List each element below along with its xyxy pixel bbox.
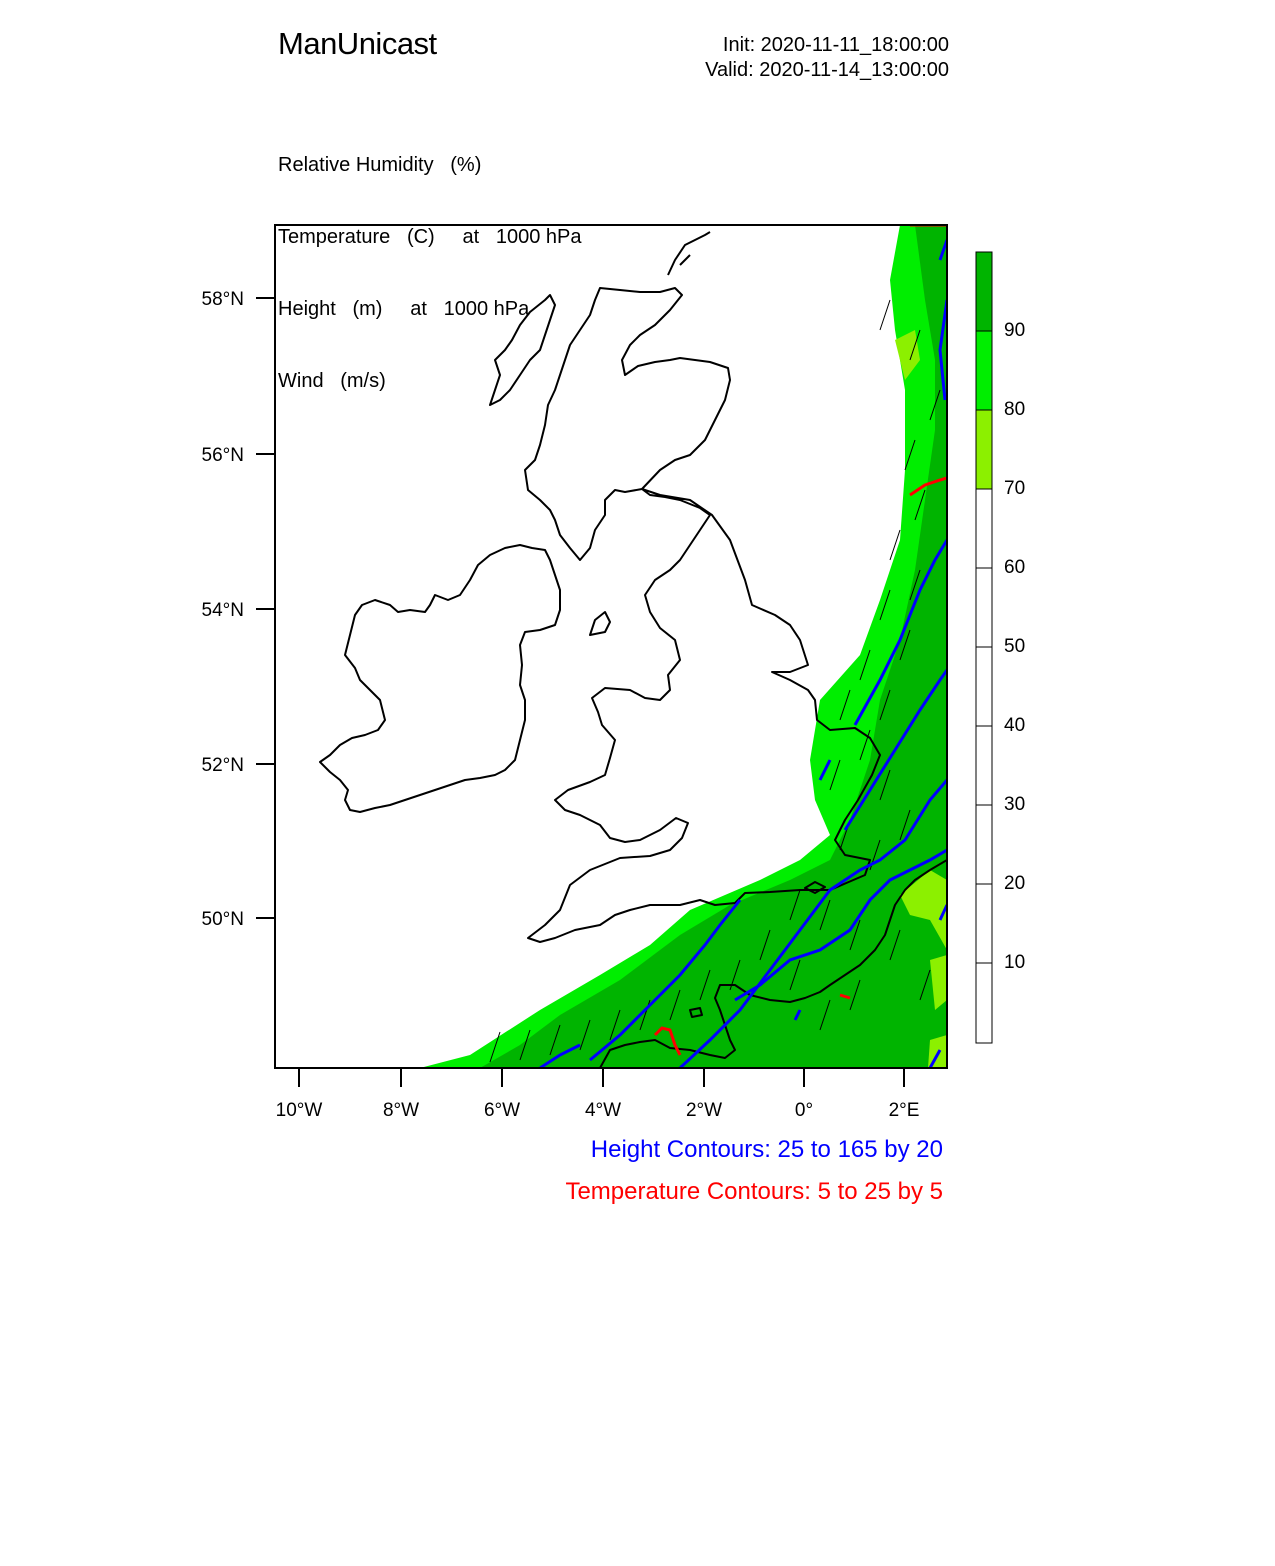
coastline-ireland [320, 545, 560, 812]
colorbar-label: 40 [1004, 715, 1026, 737]
humidity-shading [420, 225, 947, 1068]
lat-label: 58°N [201, 289, 244, 310]
colorbar-label: 80 [1004, 399, 1026, 421]
coastline-scotland [525, 288, 730, 560]
lon-label: 8°W [382, 1100, 420, 1121]
valid-time: Valid: 2020-11-14_13:00:00 [705, 59, 949, 81]
colorbar-label: 50 [1004, 636, 1026, 658]
colorbar-label: 30 [1004, 794, 1026, 816]
field-wind: Wind (m/s) [278, 370, 386, 392]
temperature-contours-note: Temperature Contours: 5 to 25 by 5 [565, 1178, 943, 1205]
colorbar-seg-above-90 [976, 252, 992, 331]
field-relative-humidity: Relative Humidity (%) [278, 154, 482, 176]
colorbar-label: 90 [1004, 320, 1026, 342]
colorbar-label: 70 [1004, 478, 1026, 500]
field-height: Height (m) at 1000 hPa [278, 298, 530, 320]
lon-label: 10°W [275, 1100, 323, 1121]
map-title: ManUnicast [278, 26, 437, 61]
lon-label: 2°E [888, 1100, 920, 1121]
colorbar-label: 20 [1004, 873, 1026, 895]
lon-label: 6°W [483, 1100, 521, 1121]
map-plot-area [320, 225, 947, 1068]
colorbar-seg-below-70 [976, 489, 992, 1043]
colorbar [976, 252, 1025, 1043]
coastline-hebrides [490, 295, 555, 405]
field-temperature: Temperature (C) at 1000 hPa [278, 226, 582, 248]
colorbar-seg-80-90 [976, 331, 992, 410]
init-time: Init: 2020-11-11_18:00:00 [722, 34, 949, 56]
latitude-axis [202, 289, 275, 930]
colorbar-label: 60 [1004, 557, 1026, 579]
longitude-axis [276, 1068, 920, 1121]
lon-label: 2°W [685, 1100, 723, 1121]
colorbar-seg-70-80 [976, 410, 992, 489]
coastline-isle-of-man [590, 612, 610, 635]
lat-label: 54°N [201, 600, 244, 621]
colorbar-label: 10 [1004, 952, 1026, 974]
lat-label: 52°N [201, 755, 244, 776]
height-contours-note: Height Contours: 25 to 165 by 20 [590, 1136, 943, 1163]
lon-label: 0° [794, 1100, 814, 1121]
coastline-orkney [668, 232, 710, 275]
lon-label: 4°W [584, 1100, 622, 1121]
lat-label: 50°N [201, 909, 244, 930]
lat-label: 56°N [201, 445, 244, 466]
